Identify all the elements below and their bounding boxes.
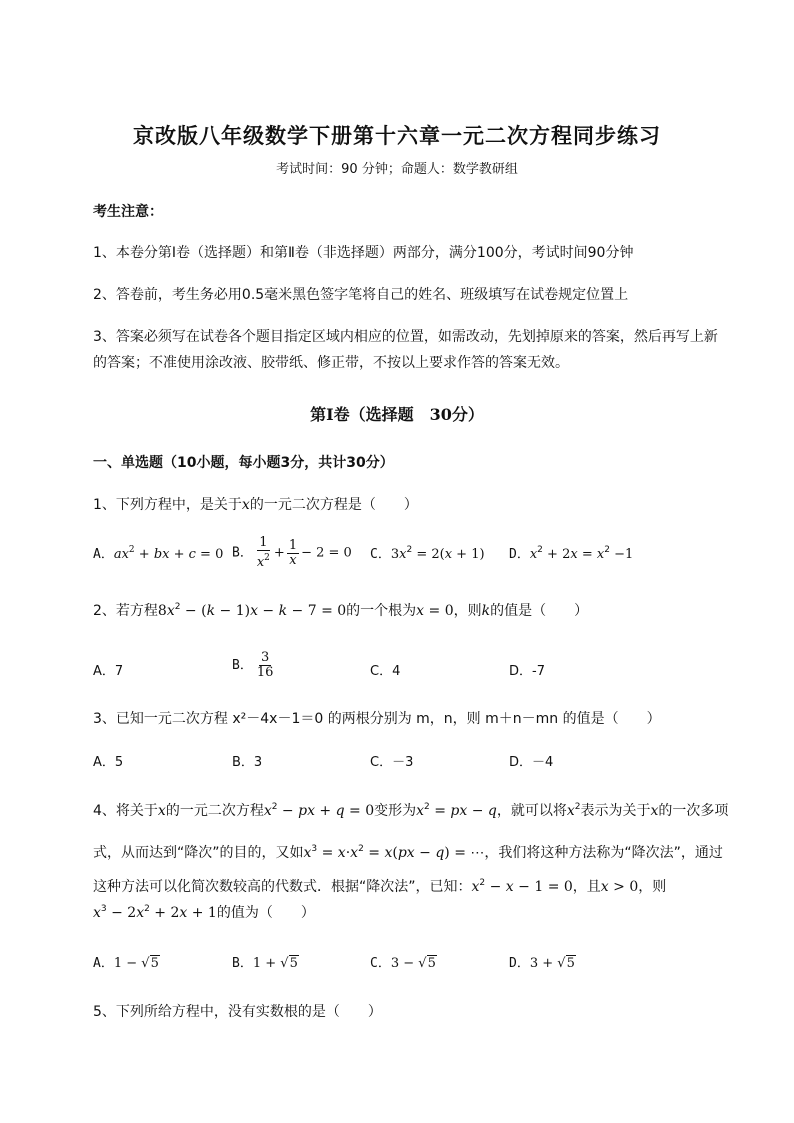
question-4-line-4: $x^3 - 2x^2 + 2x + 1$的值为（ ） [93,904,315,921]
q1-option-d[interactable]: D．$x^2 + 2x = x^2 -1$ [509,545,634,562]
exam-subtitle: 考试时间：90 分钟；命题人：数学教研组 [276,162,518,177]
q2-option-b[interactable]: B． $\frac{3}{16}$ [232,650,274,680]
q4-option-d[interactable]: D．3 + √5 [509,956,575,971]
q4-option-c[interactable]: C．3 − √5 [370,956,436,971]
section-title: 第Ⅰ卷（选择题 30分） [310,405,484,424]
notice-heading: 考生注意： [93,204,163,220]
q3-option-c[interactable]: C．－3 [370,755,414,770]
question-5-stem: 5、下列所给方程中，没有实数根的是（ ） [93,1004,382,1020]
q2-option-c[interactable]: C．4 [370,664,401,679]
question-4-line-1: 4、将关于x的一元二次方程$x^2$ − px + q = 0变形为$x^2$ = px − q，就可以将$x^2$表示为关于x的一次多项 [93,802,729,819]
q4-option-a[interactable]: A．1 − √5 [93,956,159,971]
q3-option-d[interactable]: D．－4 [509,755,554,770]
question-1-stem: 1、下列方程中，是关于x的一元二次方程是（ ） [93,497,418,513]
notice-item-3-cont: 的答案；不准使用涂改液、胶带纸、修正带，不按以上要求作答的答案无效。 [93,355,569,371]
q2-option-a[interactable]: A．7 [93,664,124,679]
notice-item-1: 1、本卷分第Ⅰ卷（选择题）和第Ⅱ卷（非选择题）两部分，满分100分，考试时间90分钟 [93,245,634,261]
page-title: 京改版八年级数学下册第十六章一元二次方程同步练习 [133,123,661,148]
q1-option-a[interactable]: A．$ax^2$ + bx + c = 0 [93,545,224,562]
q3-option-a[interactable]: A．5 [93,755,124,770]
question-2-stem: 2、若方程$8x^2 - (k - 1)x - k - 7 = 0$的一个根为x = 0，则k的值是（ ） [93,602,589,619]
notice-item-3: 3、答案必须写在试卷各个题目指定区域内相应的位置，如需改动，先划掉原来的答案，然后再写上新 [93,329,718,345]
question-4-line-2: 式，从而达到“降次”的目的，又如$x^3 = x\cdot x^2 = x(px - q)$ = ⋯，我们将这种方法称为“降次法”，通过 [93,844,723,861]
question-3-stem: 3、已知一元二次方程 x²－4x－1＝0 的两根分别为 m，n，则 m＋n－mn 的值是（ ） [93,711,661,727]
q1-option-c[interactable]: C．$3x^2 = 2(x + 1)$ [370,545,485,562]
q1-option-b[interactable]: B． $\frac{1}{x^2}$ + $\frac{1}{x}$ − 2 = 0 [232,535,352,570]
q2-option-d[interactable]: D．-7 [509,664,545,679]
notice-item-2: 2、答卷前，考生务必用0.5毫米黑色签字笔将自己的姓名、班级填写在试卷规定位置上 [93,287,629,303]
part-heading: 一、单选题（10小题，每小题3分，共计30分） [93,455,394,471]
q3-option-b[interactable]: B．3 [232,755,263,770]
q4-option-b[interactable]: B．1 + √5 [232,956,298,971]
question-4-line-3: 这种方法可以化简次数较高的代数式．根据“降次法”，已知：$x^2 - x - 1 = 0$，且x > 0，则 [93,878,667,895]
